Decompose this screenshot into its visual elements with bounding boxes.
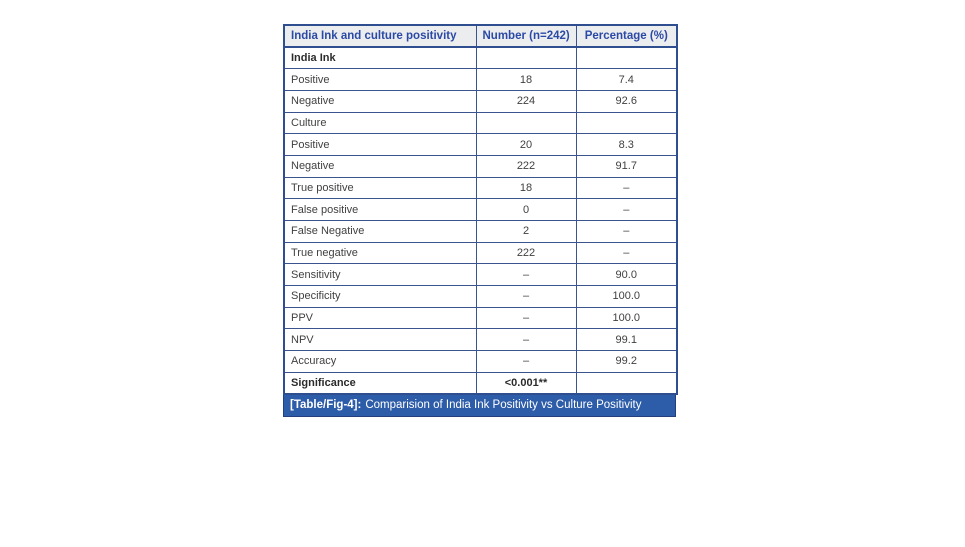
cell-label: Positive: [284, 134, 476, 156]
cell-percentage: [576, 112, 677, 134]
table-row: [284, 134, 677, 156]
cell-percentage: [576, 372, 677, 394]
table-caption: [283, 395, 676, 417]
cell-label: False Negative: [284, 221, 476, 243]
cell-number: <0.001**: [476, 372, 576, 394]
table-row: [284, 90, 677, 112]
cell-label: Positive: [284, 69, 476, 91]
cell-percentage: –: [576, 242, 677, 264]
cell-number: 224: [476, 90, 576, 112]
column-header-percentage: Percentage (%): [576, 25, 677, 47]
cell-percentage: 7.4: [576, 69, 677, 91]
cell-label: Negative: [284, 90, 476, 112]
cell-number: –: [476, 286, 576, 308]
table-row: [284, 221, 677, 243]
column-header-positivity: India Ink and culture positivity: [284, 25, 476, 47]
cell-number: –: [476, 351, 576, 373]
cell-number: 18: [476, 177, 576, 199]
cell-label: PPV: [284, 307, 476, 329]
table-row: [284, 155, 677, 177]
table-row: [284, 307, 677, 329]
table-header: [284, 25, 677, 47]
cell-percentage: [576, 47, 677, 69]
column-header-number: Number (n=242): [476, 25, 576, 47]
cell-label: NPV: [284, 329, 476, 351]
header-row: [284, 25, 677, 47]
cell-number: 0: [476, 199, 576, 221]
table-row: [284, 47, 677, 69]
caption-text: Comparision of India Ink Positivity vs Culture Positivity: [365, 399, 642, 411]
table-row: [284, 69, 677, 91]
cell-number: –: [476, 264, 576, 286]
cell-number: 2: [476, 221, 576, 243]
table-body: [284, 47, 677, 394]
cell-label: True negative: [284, 242, 476, 264]
cell-label: Specificity: [284, 286, 476, 308]
cell-percentage: 8.3: [576, 134, 677, 156]
caption-tag: [Table/Fig-4]:: [290, 399, 362, 411]
cell-percentage: 100.0: [576, 307, 677, 329]
cell-number: 18: [476, 69, 576, 91]
cell-number: [476, 47, 576, 69]
cell-percentage: 90.0: [576, 264, 677, 286]
cell-percentage: –: [576, 221, 677, 243]
table-row: [284, 351, 677, 373]
table-row: [284, 242, 677, 264]
cell-label: Negative: [284, 155, 476, 177]
cell-label: Significance: [284, 372, 476, 394]
cell-number: [476, 112, 576, 134]
table-row: [284, 177, 677, 199]
cell-number: –: [476, 307, 576, 329]
cell-number: 20: [476, 134, 576, 156]
table-row: [284, 199, 677, 221]
cell-percentage: –: [576, 199, 677, 221]
cell-label: False positive: [284, 199, 476, 221]
cell-percentage: 91.7: [576, 155, 677, 177]
cell-number: 222: [476, 155, 576, 177]
cell-label: Culture: [284, 112, 476, 134]
cell-percentage: 99.1: [576, 329, 677, 351]
table-row: [284, 372, 677, 394]
table-row: [284, 112, 677, 134]
cell-percentage: 99.2: [576, 351, 677, 373]
table-row: [284, 329, 677, 351]
cell-label: Accuracy: [284, 351, 476, 373]
cell-label: Sensitivity: [284, 264, 476, 286]
cell-label: India Ink: [284, 47, 476, 69]
cell-number: –: [476, 329, 576, 351]
cell-percentage: –: [576, 177, 677, 199]
table-row: [284, 264, 677, 286]
table-figure: [283, 24, 676, 417]
india-ink-culture-table: [283, 24, 678, 395]
cell-label: True positive: [284, 177, 476, 199]
cell-percentage: 92.6: [576, 90, 677, 112]
cell-percentage: 100.0: [576, 286, 677, 308]
cell-number: 222: [476, 242, 576, 264]
table-row: [284, 286, 677, 308]
